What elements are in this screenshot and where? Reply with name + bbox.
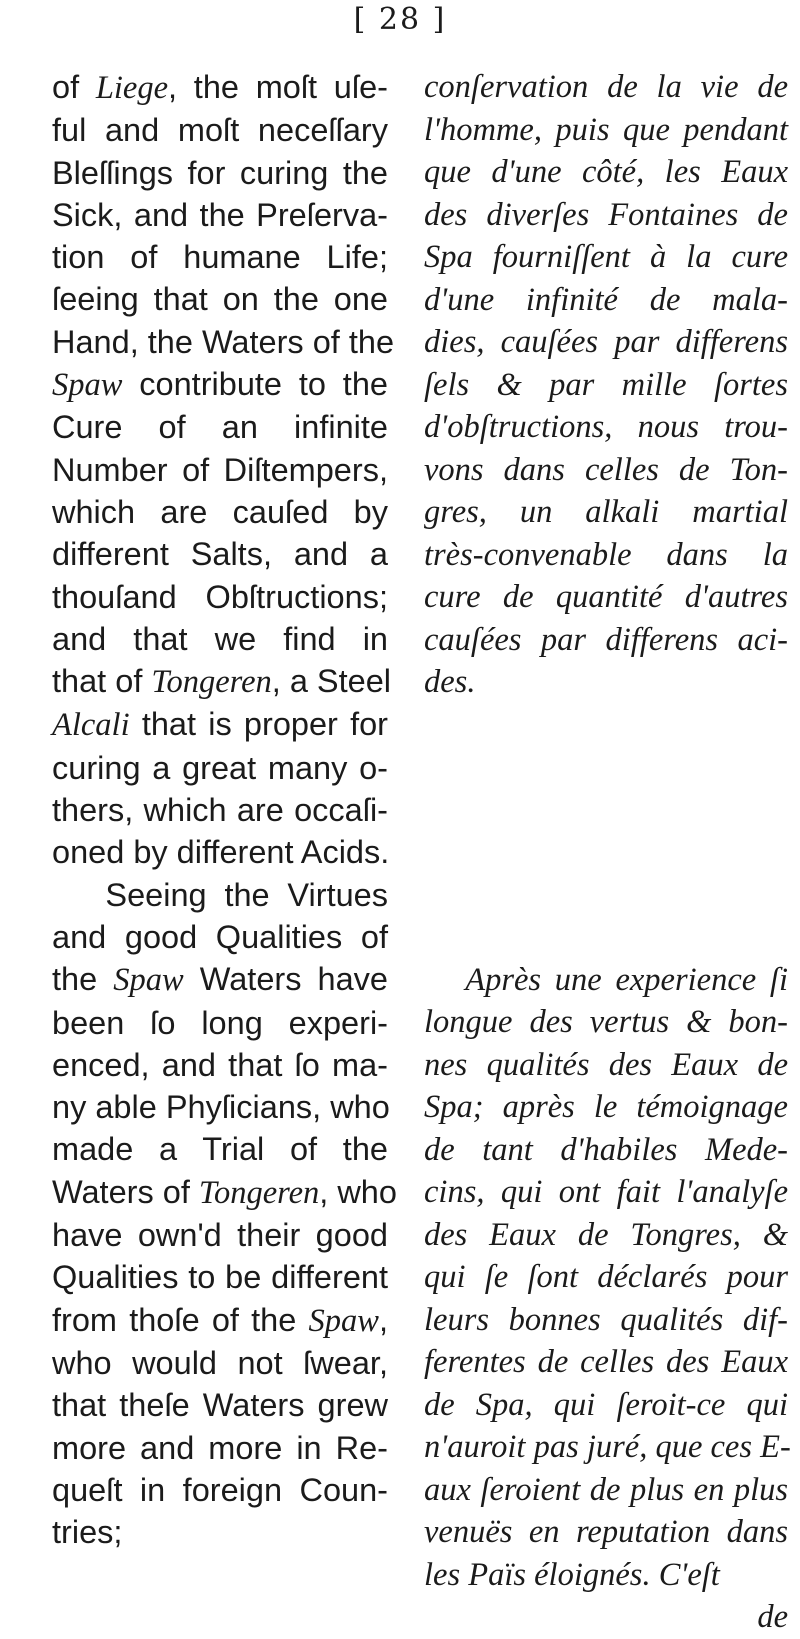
text-line: ſels & par mille ſortes [424, 366, 788, 403]
english-paragraph-1 [52, 66, 395, 874]
text-line: Cure of an infinite [52, 409, 388, 446]
text-line: nes qualités des Eaux de [424, 1046, 788, 1083]
text-line: made a Trial of the [52, 1131, 388, 1168]
text-line: leurs bonnes qualités dif- [424, 1301, 788, 1338]
page-header: [ 28 ] [353, 2, 447, 37]
french-paragraph-1 [424, 66, 788, 704]
text-line: that theſe Waters grew [52, 1387, 388, 1424]
text-line: Spa fourniſſent à la cure [424, 239, 788, 275]
text-line: longue des vertus & bon- [424, 1004, 788, 1040]
text-line: très-convenable dans la [424, 536, 788, 573]
text-line: the Spaw Waters have [52, 961, 388, 999]
text-line: ny able Phyſicians, who [52, 1089, 390, 1126]
text-line: Alcali that is proper for [52, 706, 388, 744]
text-line: which are cauſed by [52, 493, 388, 530]
text-line: Sick, and the Preſerva- [52, 196, 388, 233]
text-line: thouſand Obſtructions; [52, 578, 388, 615]
text-line: de tant d'habiles Mede- [424, 1131, 788, 1168]
text-line: have own'd their good [52, 1217, 388, 1254]
text-line: ſeeing that on the one [52, 281, 388, 318]
text-line: of Liege, the moſt uſe- [52, 69, 388, 106]
text-line: vons dans celles de Ton- [424, 451, 788, 488]
text-line: Spa; après le témoignage [424, 1089, 788, 1125]
text-line: des. [424, 664, 476, 700]
italic-term: Liege [95, 70, 169, 106]
text-line: Spaw contribute to the [52, 366, 388, 404]
text-line: cins, qui ont fait l'analyſe [424, 1174, 788, 1210]
text-line: les Païs éloignés. C'eſt [424, 1556, 720, 1593]
text-line: que d'une côté, les Eaux [424, 154, 788, 190]
text-line: Seeing the Virtues [52, 876, 388, 913]
text-line: enced, and that ſo ma- [52, 1046, 388, 1083]
text-line: ful and moſt neceſſary [52, 112, 388, 149]
english-paragraph-2 [52, 874, 397, 1554]
text-line: n'auroit pas juré, que ces E- [424, 1429, 791, 1465]
text-line: different Salts, and a [52, 536, 388, 573]
text-line: Après une experience ſi [424, 961, 788, 998]
italic-term: Alcali [52, 707, 130, 744]
text-line: d'obſtructions, nous trou- [424, 409, 788, 445]
catchword: de [757, 1599, 788, 1635]
text-line: that of Tongeren, a Steel [52, 663, 392, 701]
italic-term: Spaw [308, 1302, 379, 1339]
text-line: cauſées par differens aci- [424, 621, 788, 658]
text-line: cure de quantité d'autres [424, 579, 788, 615]
italic-term: Spaw [52, 367, 123, 404]
text-line: been ſo long experi- [52, 1004, 388, 1041]
text-line: qui ſe ſont déclarés pour [424, 1259, 788, 1295]
text-line: de Spa, qui ſeroit-ce qui [424, 1386, 788, 1423]
text-line: oned by different Acids. [52, 834, 390, 871]
text-line: aux ſeroient de plus en plus [424, 1471, 788, 1508]
paragraph-gap [424, 704, 788, 959]
text-line: conſervation de la vie de [424, 69, 788, 105]
italic-term: Spaw [113, 962, 184, 999]
text-line: more and more in Re- [52, 1429, 388, 1466]
italic-term: Tongeren [198, 1174, 320, 1211]
text-line: Number of Diſtempers, [52, 451, 388, 488]
text-line: thers, which are occaſi- [52, 792, 388, 829]
text-line: venuës en reputation dans [424, 1514, 788, 1550]
text-line: Waters of Tongeren, who [52, 1173, 397, 1211]
text-line: queſt in foreign Coun- [52, 1471, 388, 1508]
text-line: des Eaux de Tongres, & [424, 1216, 788, 1253]
text-line: tion of humane Life; [52, 239, 388, 276]
italic-term: Tongeren [151, 664, 272, 701]
text-line: l'homme, puis que pendant [424, 111, 788, 148]
text-line: tries; [52, 1514, 123, 1551]
text-line: Bleſſings for curing the [52, 154, 388, 191]
text-line: des diverſes Fontaines de [424, 196, 788, 233]
text-line: ferentes de celles des Eaux [424, 1344, 788, 1380]
text-line: d'une infinité de mala- [424, 281, 788, 318]
french-paragraph-2 [424, 959, 791, 1597]
text-line: who would not ſwear, [52, 1344, 388, 1381]
text-line: and that we find in [52, 620, 388, 657]
text-line: gres, un alkali martial [424, 494, 788, 530]
french-column [424, 66, 791, 1639]
text-line: curing a great many o- [52, 749, 388, 786]
text-line: dies, cauſées par differens [424, 324, 788, 360]
english-column [52, 66, 397, 1553]
text-line: from thoſe of the Spaw, [52, 1301, 388, 1339]
text-line: and good Qualities of [52, 918, 388, 955]
text-line: Qualities to be different [52, 1259, 388, 1296]
text-line: Hand, the Waters of the [52, 323, 395, 360]
